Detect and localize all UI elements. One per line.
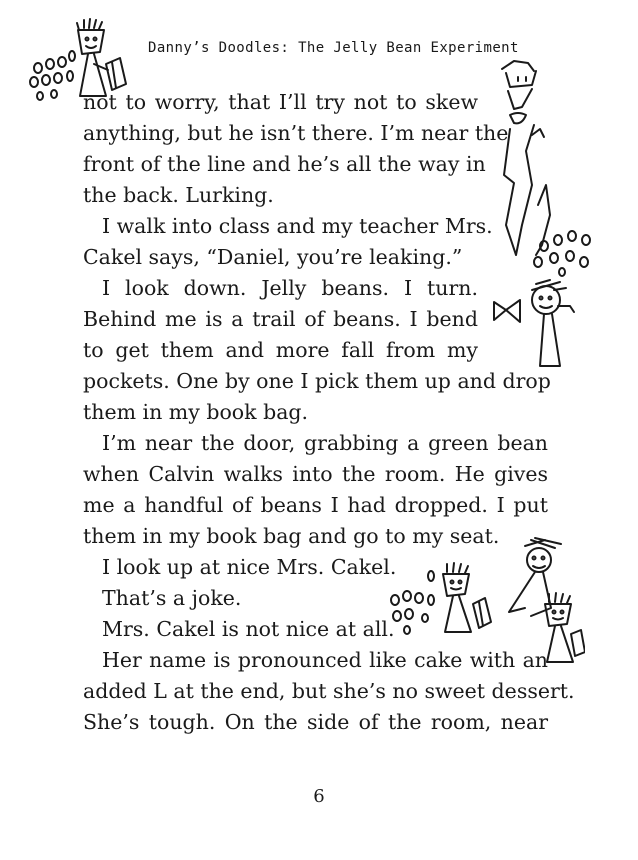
text-line: Cakel says, “Daniel, you’re leaking.” [83, 245, 463, 269]
text-line: She’s tough. On the side of the room, near [83, 710, 548, 734]
text-line: That’s a joke. [102, 586, 242, 610]
text-line: anything, but he isn’t there. I’m near the [83, 121, 509, 145]
text-line: I look up at nice Mrs. Cakel. [102, 555, 397, 579]
text-line: them in my book bag. [83, 400, 309, 424]
text-line: when Calvin walks into the room. He gives [83, 462, 548, 486]
girl-with-bow-icon [490, 278, 580, 370]
text-line: Mrs. Cakel is not nice at all. [102, 617, 395, 641]
text-line: not to worry, that I’ll try not to skew [83, 90, 478, 114]
text-line: front of the line and he’s all the way in [83, 152, 486, 176]
text-line: added L at the end, but she’s no sweet dessert. [83, 679, 575, 703]
text-line: Behind me is a trail of beans. I bend [83, 307, 478, 331]
text-line: I walk into class and my teacher Mrs. [102, 214, 493, 238]
text-line: me a handful of beans I had dropped. I put [83, 493, 548, 517]
running-head: Danny’s Doodles: The Jelly Bean Experiment [148, 40, 519, 56]
text-line: pockets. One by one I pick them up and drop [83, 369, 551, 393]
text-line: I look down. Jelly beans. I turn. [102, 276, 478, 300]
text-line: I’m near the door, grabbing a green bean [102, 431, 548, 455]
jelly-beans-icon [530, 228, 600, 280]
text-line: them in my book bag and go to my seat. [83, 524, 500, 548]
page-number: 6 [313, 786, 325, 807]
text-line: Her name is pronounced like cake with an [102, 648, 548, 672]
text-line: to get them and more fall from my [83, 338, 478, 362]
text-line: the back. Lurking. [83, 183, 274, 207]
